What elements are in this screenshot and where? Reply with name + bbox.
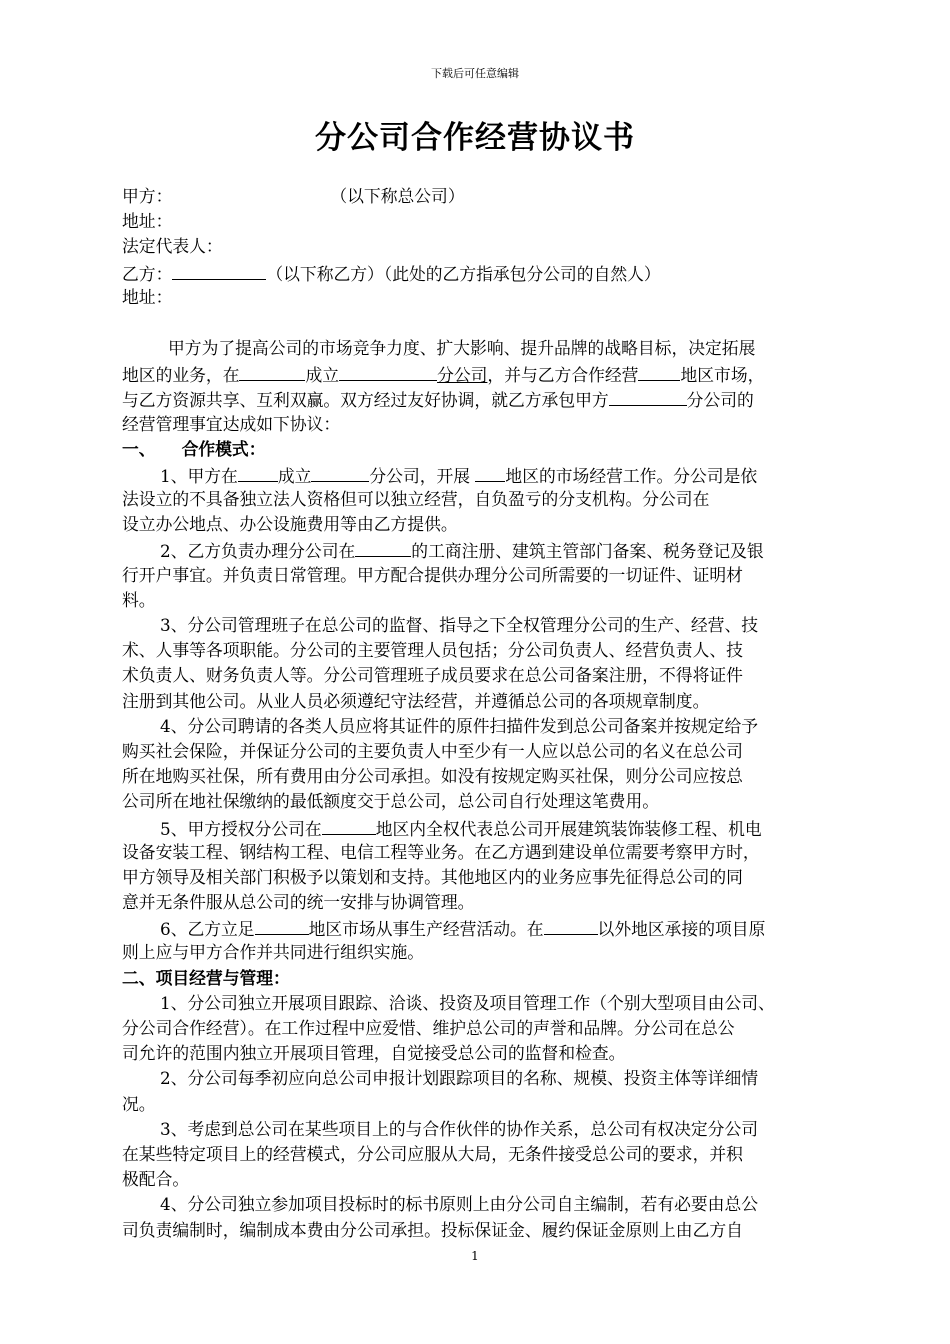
clause-line: 购买社会保险，并保证分公司的主要负责人中至少有一人应以总公司的名义在总公司 — [122, 740, 743, 761]
clause-line: 法设立的不具备独立法人资格但可以独立经营，自负盈亏的分支机构。分公司在 — [122, 489, 710, 510]
clause-line: 设备安装工程、钢结构工程、电信工程等业务。在乙方遇到建设单位需要考察甲方时， — [122, 841, 760, 862]
clause-line: 4、分公司聘请的各类人员应将其证件的原件扫描件发到总公司备案并按规定给予 — [160, 715, 759, 736]
intro-text: 分公司 — [437, 365, 488, 386]
party-b-note: （以下称乙方）（此处的乙方指承包分公司的自然人） — [266, 263, 661, 284]
clause-line: 设立办公地点、办公设施费用等由乙方提供。 — [122, 514, 458, 535]
clause-text: 成立 — [277, 465, 312, 486]
intro-text: 地区市场， — [680, 365, 765, 386]
clause-line: 则上应与甲方合作并共同进行组织实施。 — [122, 942, 425, 963]
legal-rep-line: 法定代表人： — [122, 236, 223, 257]
document-body — [122, 184, 846, 1243]
clause-line: 极配合。 — [122, 1169, 190, 1190]
clause-text: 地区内全权代表总公司开展建筑装饰装修工程、机电 — [375, 818, 762, 839]
clause-line: 注册到其他公司。从业人员必须遵纪守法经营，并遵循总公司的各项规章制度。 — [122, 690, 710, 711]
intro-line: 经营管理事宜达成如下协议： — [122, 413, 341, 434]
blank-field[interactable] — [475, 462, 505, 482]
clause-line: 料。 — [122, 589, 156, 610]
clause-line — [122, 815, 846, 840]
clause-line — [122, 462, 846, 487]
clause-line: 4、分公司独立参加项目投标时的标书原则上由分公司自主编制，若有必要由总公 — [160, 1194, 759, 1215]
clause-line: 术、人事等各项职能。分公司的主要管理人员包括；分公司负责人、经营负责人、技 — [122, 640, 743, 661]
party-b-line — [122, 260, 846, 285]
section-title: 合作模式： — [181, 438, 266, 459]
blank-field[interactable] — [172, 260, 266, 280]
clause-text: 的工商注册、建筑主管部门备案、税务登记及银 — [411, 541, 764, 562]
clause-text: 以外地区承接的项目原 — [597, 919, 766, 940]
page-number: 1 — [471, 1249, 479, 1263]
page-title: 分公司合作经营协议书 — [315, 120, 635, 156]
clause-line — [122, 537, 846, 562]
intro-text: 与乙方资源共享、互利双赢。双方经过友好协调，就乙方承包甲方 — [122, 390, 609, 411]
blank-field[interactable] — [322, 815, 376, 835]
intro-line: 甲方为了提高公司的市场竞争力度、扩大影响、提升品牌的战略目标，决定拓展 — [168, 337, 756, 358]
clause-text: 6、乙方立足 — [160, 919, 255, 940]
blank-field[interactable] — [239, 361, 305, 381]
intro-line — [122, 361, 846, 386]
clause-line: 2、分公司每季初应向总公司申报计划跟踪项目的名称、规模、投资主体等详细情 — [160, 1068, 759, 1089]
section-heading — [122, 437, 846, 462]
clause-line: 3、考虑到总公司在某些项目上的与合作伙伴的协作关系，总公司有权决定分公司 — [160, 1118, 759, 1139]
blank-field[interactable] — [638, 361, 680, 381]
party-b-label: 乙方： — [122, 263, 173, 284]
clause-line: 甲方领导及相关部门积极予以策划和支持。其他地区内的业务应事先征得总公司的同 — [122, 866, 743, 887]
clause-line: 司允许的范围内独立开展项目管理，自觉接受总公司的监督和检查。 — [122, 1043, 626, 1064]
clause-text: 5、甲方授权分公司在 — [160, 818, 322, 839]
address-a-line: 地址： — [122, 211, 173, 232]
intro-text: 分公司的 — [686, 390, 754, 411]
party-a-line — [122, 184, 846, 209]
blank-field[interactable] — [311, 462, 369, 482]
address-b-line: 地址： — [122, 286, 173, 307]
clause-line: 1、分公司独立开展项目跟踪、洽谈、投资及项目管理工作（个别大型项目由公司、 — [160, 992, 775, 1013]
clause-text: 地区的市场经营工作。分公司是依 — [505, 465, 758, 486]
clause-text: 1、甲方在 — [160, 465, 238, 486]
clause-line: 行开户事宜。并负责日常管理。甲方配合提供办理分公司所需要的一切证件、证明材 — [122, 564, 743, 585]
clause-line: 意并无条件服从总公司的统一安排与协调管理。 — [122, 892, 475, 913]
clause-line: 公司所在地社保缴纳的最低额度交于总公司，总公司自行处理这笔费用。 — [122, 791, 660, 812]
clause-text: 地区市场从事生产经营活动。在 — [308, 919, 544, 940]
header-note: 下载后可任意编辑 — [431, 67, 519, 80]
clause-line: 术负责人、财务负责人等。分公司管理班子成员要求在总公司备案注册，不得将证件 — [122, 665, 743, 686]
intro-text: 地区的业务，在 — [122, 365, 240, 386]
blank-field[interactable] — [238, 462, 278, 482]
party-a-label: 甲方： — [122, 186, 173, 206]
clause-line: 况。 — [122, 1093, 156, 1114]
clause-line: 在某些特定项目上的经营模式，分公司应服从大局，无条件接受总公司的要求，并积 — [122, 1143, 743, 1164]
clause-line: 司负责编制时，编制成本费由分公司承担。投标保证金、履约保证金原则上由乙方自 — [122, 1219, 743, 1240]
clause-text: 2、乙方负责办理分公司在 — [160, 541, 356, 562]
clause-text: 分公司，开展 — [369, 465, 476, 486]
blank-field[interactable] — [255, 915, 309, 935]
intro-text: 成立 — [305, 365, 340, 386]
section-number: 一、 — [122, 438, 156, 459]
blank-field[interactable] — [355, 537, 411, 557]
clause-line: 3、分公司管理班子在总公司的监督、指导之下全权管理分公司的生产、经营、技 — [160, 615, 759, 635]
clause-line — [122, 915, 846, 940]
clause-line: 分公司合作经营）。在工作过程中应爱惜、维护总公司的声誉和品牌。分公司在总公 — [122, 1018, 735, 1038]
intro-text: ，并与乙方合作经营 — [487, 365, 639, 386]
blank-field[interactable] — [609, 386, 687, 406]
clause-line: 所在地购买社保，所有费用由分公司承担。如没有按规定购买社保，则分公司应按总 — [122, 766, 743, 787]
party-a-note: （以下称总公司） — [330, 186, 465, 206]
section-heading: 二、项目经营与管理： — [122, 967, 290, 988]
blank-field[interactable] — [339, 361, 437, 381]
blank-field[interactable] — [544, 915, 598, 935]
intro-line — [122, 386, 846, 411]
